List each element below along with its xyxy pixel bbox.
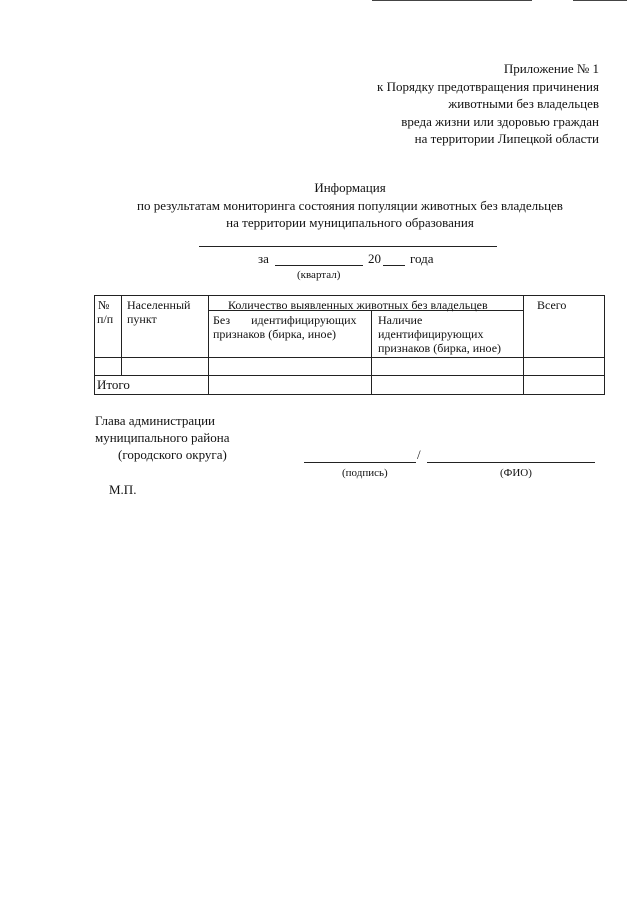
scan-artifact-line — [573, 0, 627, 1]
total-row-label: Итого — [97, 377, 130, 392]
table-border — [604, 295, 605, 395]
signature-title: муниципального района — [95, 430, 230, 445]
scan-artifact-line — [372, 0, 532, 1]
table-border — [208, 295, 209, 395]
table-border — [94, 394, 605, 395]
table-border — [121, 295, 122, 375]
header-total: Всего — [537, 298, 567, 312]
name-caption: (ФИО) — [500, 467, 532, 479]
header-with-ids: признаков (бирка, иное) — [378, 341, 502, 355]
municipality-blank-line — [199, 246, 497, 247]
document-subtitle: на территории муниципального образования — [226, 215, 474, 230]
header-num: п/п — [97, 312, 114, 326]
header-place: пункт — [127, 312, 157, 326]
table-border — [94, 375, 605, 376]
year-blank-line — [383, 265, 405, 266]
header-place: Населенный — [127, 298, 191, 312]
appendix-line: к Порядку предотвращения причинения — [377, 79, 599, 94]
table-border — [94, 295, 95, 395]
signature-slash: / — [417, 447, 421, 462]
document-subtitle: по результатам мониторинга состояния популяции животных без владельцев — [137, 198, 563, 213]
appendix-title: Приложение № 1 — [503, 61, 599, 76]
monitoring-table — [94, 295, 605, 395]
appendix-line: вреда жизни или здоровью граждан — [401, 114, 599, 129]
header-num: № — [98, 298, 110, 312]
document-title: Информация — [314, 180, 386, 195]
stamp-label: М.П. — [109, 482, 137, 497]
header-with-ids: идентифицирующих — [378, 327, 484, 341]
signature-blank-line — [304, 462, 416, 463]
signature-caption: (подпись) — [342, 467, 388, 479]
table-border — [371, 310, 372, 395]
appendix-line: животными без владельцев — [448, 96, 599, 111]
signature-title: Глава администрации — [95, 413, 216, 428]
table-border — [94, 295, 605, 296]
period-prefix: за — [258, 251, 269, 266]
signature-title: (городского округа) — [118, 447, 227, 462]
header-with-ids: Наличие — [378, 313, 423, 327]
header-group: Количество выявленных животных без владельцев — [228, 298, 488, 312]
period-year-prefix: 20 — [368, 251, 381, 266]
header-without-ids: признаков (бирка, иное) — [213, 327, 337, 341]
table-border — [523, 295, 524, 395]
header-without-ids: Без идентифицирующих — [213, 313, 357, 327]
period-suffix: года — [410, 251, 434, 266]
appendix-line: на территории Липецкой области — [414, 131, 599, 146]
table-border — [94, 357, 605, 358]
quarter-caption: (квартал) — [297, 269, 341, 281]
name-blank-line — [427, 462, 595, 463]
